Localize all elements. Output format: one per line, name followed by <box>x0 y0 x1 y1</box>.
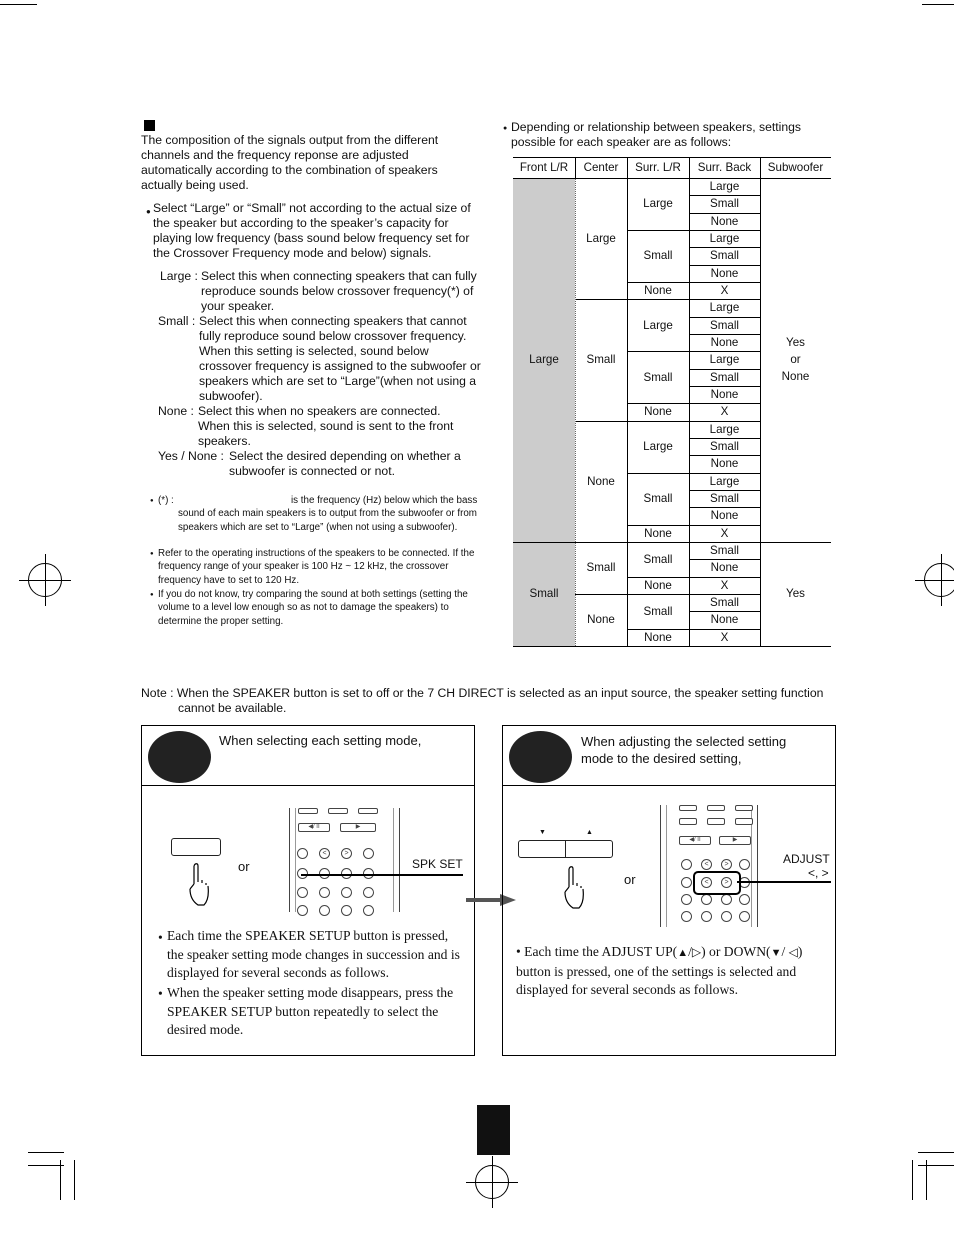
adjust-up-button[interactable] <box>565 840 613 858</box>
table-cell-surr: Small <box>643 492 673 506</box>
table-cell-back: Small <box>710 249 739 263</box>
crop-mark <box>922 4 954 5</box>
table-cell-back: X <box>720 526 729 540</box>
table-cell-surr: None <box>644 578 672 592</box>
table-cell-back: Large <box>709 301 740 315</box>
step-number-circle <box>509 731 572 783</box>
step1-bullet: Each time the SPEAKER SETUP button is pressed, the speaker setting mode changes in succession and is displayed for several seconds as follows. <box>167 928 460 981</box>
registration-mark <box>475 1165 509 1199</box>
table-cell-surr: None <box>644 630 672 644</box>
adjust-arrows-label: <, > <box>808 866 829 880</box>
up-arrow-icon: ▲ <box>586 829 593 836</box>
table-cell-surr: Large <box>643 318 673 332</box>
def-text: Select the desired depending on whether a subwoofer is connected or not. <box>229 449 461 478</box>
table-cell-back: Large <box>709 232 740 246</box>
section-square-icon <box>144 120 155 131</box>
table-cell-surr: Small <box>643 370 673 384</box>
table-cell-back: X <box>720 630 729 644</box>
table-cell-back: None <box>710 266 739 280</box>
or-label: or <box>624 872 636 887</box>
table-cell-surr: None <box>644 526 672 540</box>
table-cell-surr: Small <box>643 604 673 618</box>
table-cell-back: None <box>710 336 739 350</box>
table-cell-front: Small <box>529 587 559 601</box>
select-note: Select “Large” or “Small” not according to the actual size of the speaker but according to the speaker’s capacity for playing low frequency (bass sound below frequency set for the Crossover Frequency mode and below) signals. <box>153 201 471 260</box>
table-cell-center: None <box>587 613 615 627</box>
bullet-icon: ● <box>150 592 154 598</box>
table-cell-back: Small <box>710 596 739 610</box>
step2-bullet: • Each time the ADJUST UP(▲/▷) or DOWN(▼/ ◁) button is pressed, one of the settings is selected and displayed for several seconds as follows. <box>516 944 803 998</box>
step1-bullet: When the speaker setting mode disappears, press the SPEAKER SETUP button repeatedly to select the desired mode. <box>167 985 454 1038</box>
bullet-icon: • <box>158 986 163 1001</box>
def-term: Small : <box>158 314 196 328</box>
table-cell-surr: None <box>644 405 672 419</box>
divider <box>502 785 836 786</box>
def-term: Large : <box>160 269 198 283</box>
note-head: (*) : <box>158 495 174 506</box>
table-cell-surr: None <box>644 284 672 298</box>
def-text: Select this when no speakers are connected. When this is selected, sound is sent to the front speakers. <box>198 404 454 448</box>
crop-mark <box>74 1160 75 1200</box>
table-header-cell: Surr. L/R <box>635 161 681 174</box>
def-text: Select this when connecting speakers that can fully reproduce sounds below crossover frequency(*) of your speaker. <box>201 269 477 313</box>
table-cell-back: X <box>720 284 729 298</box>
crop-mark <box>28 1152 64 1153</box>
note-text: is the frequency (Hz) below which the bass sound of each main speakers is to output from the subwoofer or from speakers which are set to “Large” (when not using a subwoofer). <box>178 495 478 533</box>
crop-mark <box>918 1152 954 1153</box>
crop-mark <box>918 1165 954 1166</box>
table-cell-back: Small <box>710 370 739 384</box>
def-term: None : <box>158 404 194 418</box>
def-term: Yes / None : <box>158 449 224 463</box>
note-line: Note : When the SPEAKER button is set to off or the 7 CH DIRECT is selected as an input source, the speaker setting function <box>141 686 824 700</box>
table-cell-front: Large <box>529 353 559 367</box>
bullet-icon: • <box>158 930 163 945</box>
registration-mark <box>924 563 954 597</box>
bullet-icon: ● <box>503 125 508 132</box>
table-cell-back: Small <box>710 544 739 558</box>
table-cell-back: Large <box>709 180 740 194</box>
table-header-cell: Front L/R <box>519 161 569 174</box>
note-text: Refer to the operating instructions of the speakers to be connected. If the frequency range of your speaker is 100 Hz ~ 12 kHz, the crossover frequency have to set to 120 Hz. <box>158 548 475 586</box>
table-cell-back: None <box>710 457 739 471</box>
table-cell-back: Small <box>710 440 739 454</box>
note-text: If you do not know, try comparing the sound at both settings (setting the volume to a level low enough so as not to damage the speakers) to determine the proper setting. <box>158 589 468 627</box>
adjust-label: ADJUST <box>783 852 830 866</box>
def-text: Select this when connecting speakers that cannot fully reproduce sound below crossover frequency. When this setting is selected, sound below crossover frequency is assigned to the subwoofer or speakers which are set to “Large”(when not using a subwoofer). <box>199 314 481 403</box>
adjust-highlight <box>693 871 741 895</box>
registration-mark <box>28 563 62 597</box>
table-cell-back: X <box>720 578 729 592</box>
intro-paragraph: The composition of the signals output from the different channels and the frequency reponse are adjusted automatically according to the combination of speakers actually being used. <box>141 133 439 192</box>
table-cell-surr: Small <box>643 249 673 263</box>
table-cell-surr: Large <box>643 197 673 211</box>
crop-mark <box>912 1160 913 1200</box>
table-cell-center: Small <box>586 353 616 367</box>
bullet-icon: ● <box>146 207 151 216</box>
table-cell-back: Small <box>710 197 739 211</box>
table-cell-back: Small <box>710 318 739 332</box>
table-cell-back: None <box>710 388 739 402</box>
table-cell-back: Small <box>710 492 739 506</box>
table-cell-subwoofer: Yes <box>786 587 805 601</box>
pointing-hand-icon <box>560 865 586 911</box>
table-cell-back: None <box>710 214 739 228</box>
step-number-circle <box>148 731 211 783</box>
table-cell-back: Large <box>709 353 740 367</box>
table-cell-center: Large <box>586 232 616 246</box>
bullet-icon: ● <box>150 551 154 557</box>
step2-title: When adjusting the selected setting mode to the desired setting, <box>581 734 787 766</box>
speaker-settings-table <box>513 157 831 643</box>
pointing-hand-icon <box>185 862 211 908</box>
table-cell-back: None <box>710 561 739 575</box>
table-header-cell: Center <box>583 161 619 174</box>
table-cell-surr: Small <box>643 552 673 566</box>
table-header-cell: Surr. Back <box>697 161 752 174</box>
bullet-icon: ● <box>150 498 154 504</box>
note-line-2: cannot be available. <box>178 701 287 715</box>
or-label: or <box>238 859 250 874</box>
down-arrow-icon: ▼ <box>539 829 546 836</box>
table-cell-back: Large <box>709 422 740 436</box>
crop-mark <box>60 1160 61 1200</box>
callout-line <box>301 874 463 876</box>
page-number-tab <box>477 1105 510 1155</box>
table-cell-subwoofer: Yes or None <box>781 336 810 384</box>
remote-control-illustration: ◀/ II ▶ < > < > <box>660 805 758 927</box>
remote-control-illustration: ◀/ II ▶ < > <box>289 808 400 912</box>
table-cell-back: Large <box>709 474 740 488</box>
crop-mark <box>28 1165 64 1166</box>
spk-set-label: SPK SET <box>412 857 463 871</box>
table-header-cell: Subwoofer <box>767 161 824 174</box>
table-cell-back: None <box>710 509 739 523</box>
crop-mark <box>926 1160 927 1200</box>
speaker-setup-button[interactable] <box>171 838 221 856</box>
table-cell-center: None <box>587 474 615 488</box>
table-cell-center: Small <box>586 561 616 575</box>
step1-title: When selecting each setting mode, <box>219 733 422 748</box>
table-cell-surr: Large <box>643 440 673 454</box>
callout-line <box>737 881 831 883</box>
adjust-down-button[interactable] <box>518 840 566 858</box>
table-intro: Depending or relationship between speakers, settings possible for each speaker are as follows: <box>511 120 801 149</box>
divider <box>141 785 475 786</box>
table-cell-back: None <box>710 613 739 627</box>
crop-mark <box>0 4 37 5</box>
table-cell-back: X <box>720 405 729 419</box>
